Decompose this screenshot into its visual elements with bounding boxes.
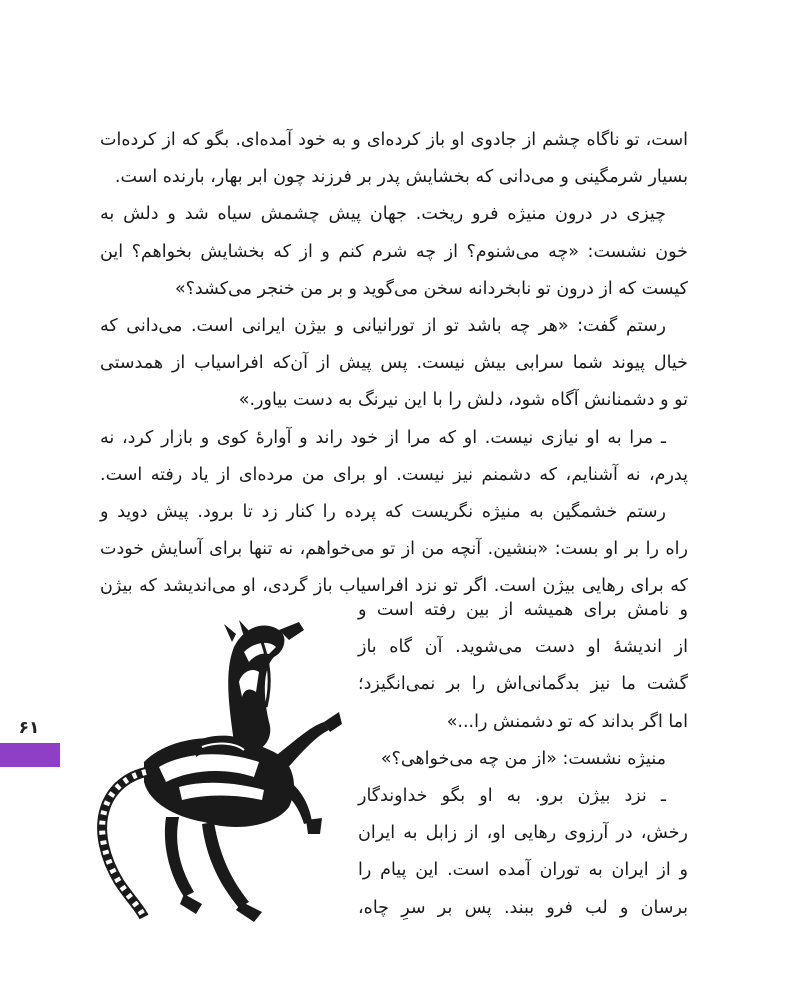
text-line: کیست که از درون تو نابخردانه سخن می‌گوید و بر من خنجر می‌کشد؟» [174, 278, 688, 299]
text-line: اما اگر بداند که تو دشمنش را...» [446, 711, 688, 732]
text-line: پدرم، نه آشنایم، که دشمنم نیز نیست. او برای من مرده‌ای از یاد رفته است. [100, 464, 688, 485]
text-line: چیزی در درون منیژه فرو ریخت. جهان پیش چشمش سیاه شد و دلش به [100, 204, 666, 225]
text-line: خیال پیوند شما سرابی بیش نیست. پس پیش از آن‌که افراسیاب از همدستی [100, 353, 688, 374]
text-line: رستم گفت: «هر چه باشد تو از تورانیانی و بیژن ایرانی است. می‌دانی که [100, 316, 666, 337]
text-line: است، تو ناگاه چشم از جادوی او باز کرده‌ای و به خود آمده‌ای. بگو که از کرده‌ات [100, 130, 688, 150]
rearing-horse-illustration [84, 612, 354, 930]
bottom-text [358, 778, 688, 927]
text-line: و نامش برای همیشه از بین رفته است و [358, 600, 688, 620]
text-line: راه را بر او بست: «بنشین. آنچه من از تو می‌خواهم، نه تنها برای آسایش خودت [100, 539, 688, 560]
text-line: رستم خشمگین به منیژه نگریست که پرده را کنار زد تا برود. پیش دوید و [100, 502, 666, 523]
main-text [100, 122, 688, 606]
text-line: برسان و لب فرو ببند. پس بر سرِ چاه، [358, 897, 688, 918]
text-line: تو و دشمنانش آگاه شود، دلش را با این نیرنگ به دست بیاور.» [238, 390, 688, 411]
page-number: ۶۱ [18, 718, 40, 738]
text-line: و از ایران به توران آمده است. این پیام را [358, 860, 688, 881]
text-line: از اندیشهٔ او دست می‌شوید. آن گاه باز [358, 637, 688, 658]
page-tab-marker [0, 743, 60, 767]
text-line: ـ نزد بیژن برو. به او بگو خداوندگار [358, 786, 666, 806]
text-line: که برای رهایی بیژن است. اگر تو نزد افراسیاب باز گردی، او می‌اندیشد که بیژن [100, 576, 688, 597]
text-line: خون نشست: «چه می‌شنوم؟ از چه شرم کنم و از که بخشایش بخواهم؟ این [100, 241, 688, 262]
text-line: ـ مرا به او نیازی نیست. او که مرا از خود راند و آوارهٔ کوی و بازار کرد، نه [100, 427, 666, 448]
text-line: گشت ما نیز بدگمانی‌اش را بر نمی‌انگیزد؛ [358, 674, 688, 695]
text-line: بسیار شرمگینی و می‌دانی که بخشایش پدر بر فرزند چون ابر بهار، بارنده است. [114, 167, 688, 188]
text-line: رخش، در آرزوی رهایی او، از زابل به ایران [358, 823, 688, 844]
wrapped-text [358, 592, 688, 778]
text-line: منیژه نشست: «از من چه می‌خواهی؟» [380, 748, 666, 769]
